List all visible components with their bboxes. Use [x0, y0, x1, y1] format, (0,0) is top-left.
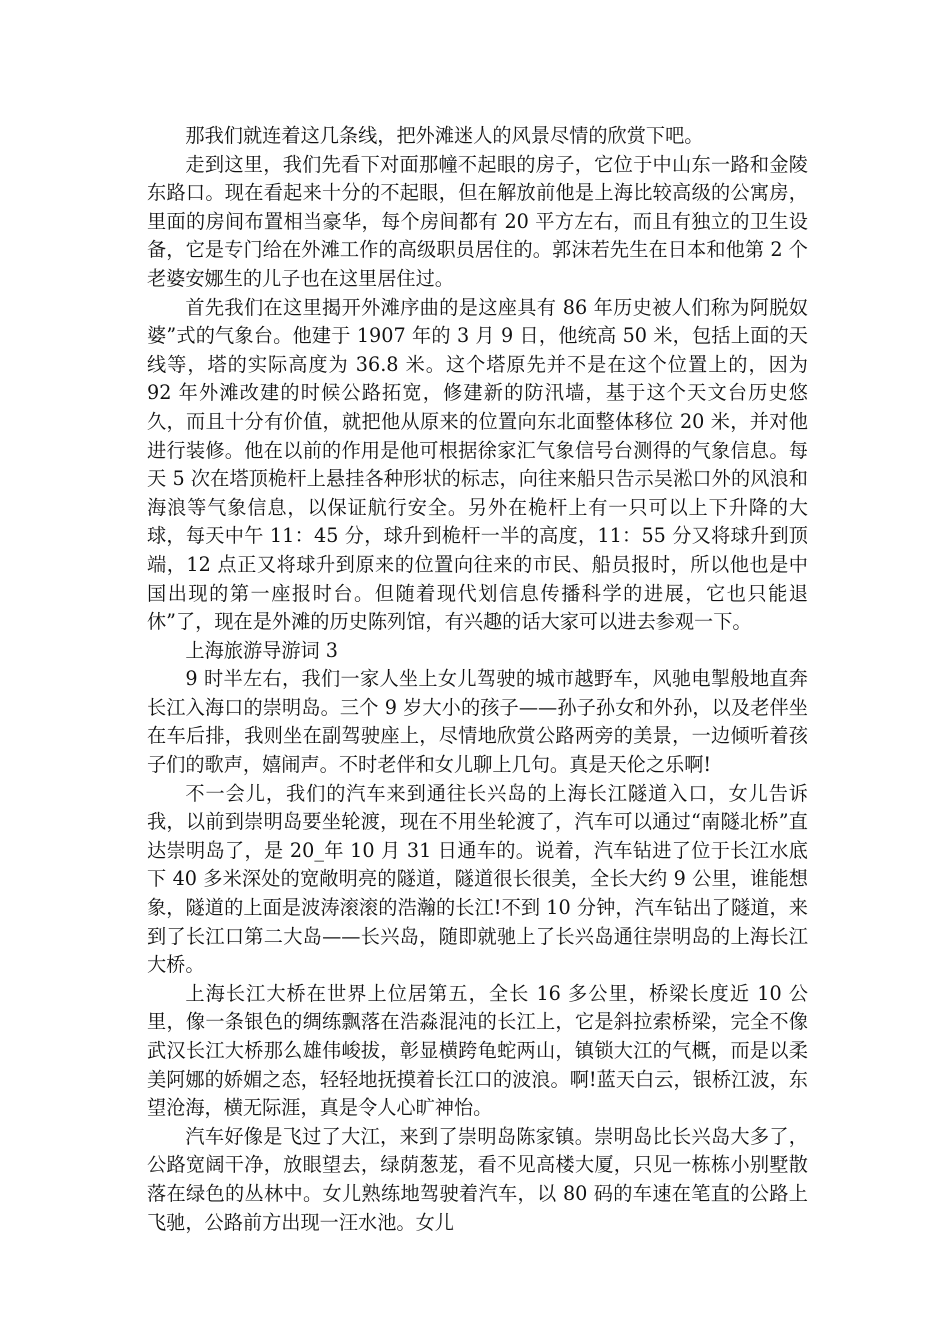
paragraph-weather-tower: 首先我们在这里揭开外滩序曲的是这座具有 86 年历史被人们称为阿脱奴婆”式的气象台。他建于 1907 年的 3 月 9 日，他统高 50 米，包括上面的天线等，塔的实际高度为 36.8 米。这个塔原先并不是在这个位置上的，因为 92 年外滩改建的时候公路拓宽，修建新的防汛墙，基于这个天文台历史悠久，而且十分有价值，就把他从原来的位置向东北面整体移位 20 米，并对他进行装修。他在以前的作用是他可根据徐家汇气象信号台测得的气象信息。每天 5 次在塔顶桅杆上悬挂各种形状的标志，向往来船只告示吴淞口外的风浪和海浪等气象信息，以保证航行安全。另外在桅杆上有一只可以上下升降的大球，每天中午 11：45 分，球升到桅杆一半的高度，11：55 分又将球升到顶端，12 点正又将球升到原来的位置向往来的市民、船员报时，所以他也是中国出现的第一座报时台。但随着现代划信息传播科学的进展，它也只能退休”了，现在是外滩的历史陈列馆，有兴趣的话大家可以进去参观一下。	[147, 295, 808, 634]
paragraph-trip-start: 9 时半左右，我们一家人坐上女儿驾驶的城市越野车，风驰电掣般地直奔长江入海口的崇明岛。三个 9 岁大小的孩子——孙子孙女和外孙，以及老伴坐在车后排，我则坐在副驾驶座上，尽情地欣赏公路两旁的美景，一边倾听着孩子们的歌声，嬉闹声。不时老伴和女儿聊上几句。真是天伦之乐啊!	[147, 667, 808, 777]
paragraph-intro: 那我们就连着这几条线，把外滩迷人的风景尽情的欣赏下吧。	[185, 124, 704, 147]
paragraph-apartment: 走到这里，我们先看下对面那幢不起眼的房子，它位于中山东一路和金陵东路口。现在看起来十分的不起眼，但在解放前他是上海比较高级的公寓房，里面的房间布置相当豪华，每个房间都有 20 平方左右，而且有独立的卫生设备，它是专门给在外滩工作的高级职员居住的。郭沫若先生在日本和他第 2 个老婆安娜生的儿子也在这里居住过。	[147, 152, 808, 290]
section-heading: 上海旅游导游词 3	[185, 638, 339, 662]
paragraph-bridge: 上海长江大桥在世界上位居第五，全长 16 多公里，桥梁长度近 10 公里，像一条银色的绸练飘落在浩淼混沌的长江上，它是斜拉索桥梁，完全不像武汉长江大桥那么雄伟峻拔，彰显横跨龟蛇两山，镇锁大江的气概，而是以柔美阿娜的娇媚之态，轻轻地抚摸着长江口的波浪。啊!蓝天白云，银桥江波，东望沧海，横无际涯，真是令人心旷神怡。	[147, 981, 808, 1120]
paragraph-tunnel: 不一会儿，我们的汽车来到通往长兴岛的上海长江隧道入口，女儿告诉我，以前到崇明岛要坐轮渡，现在不用坐轮渡了，汽车可以通过“南隧北桥”直达崇明岛了，是 20_年 10 月 31 日通车的。说着，汽车钻进了位于长江水底下 40 多米深处的宽敞明亮的隧道，隧道很长很美，全长大约 9 公里，谁能想象，隧道的上面是波涛滚滚的浩瀚的长江!不到 10 分钟，汽车钻出了隧道，来到了长江口第二大岛——长兴岛，随即就驰上了长兴岛通往崇明岛的上海长江大桥。	[147, 781, 808, 977]
document-body	[147, 122, 808, 1237]
paragraph-chongming: 汽车好像是飞过了大江，来到了崇明岛陈家镇。崇明岛比长兴岛大多了，公路宽阔干净，放眼望去，绿荫葱茏，看不见高楼大厦，只见一栋栋小别墅散落在绿色的丛林中。女儿熟练地驾驶着汽车，以 80 码的车速在笔直的公路上飞驰，公路前方出现一汪水池。女儿	[147, 1124, 808, 1234]
